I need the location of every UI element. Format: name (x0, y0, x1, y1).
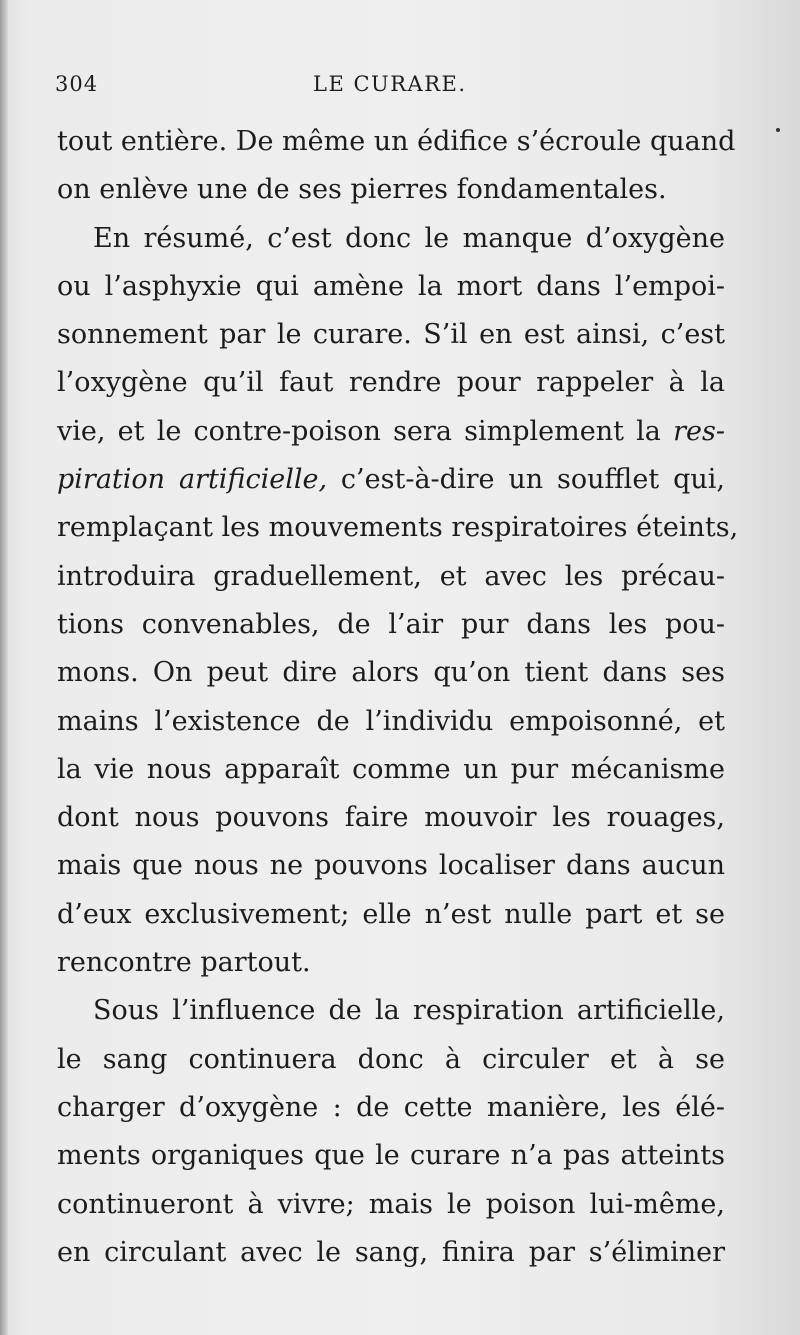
text-line: tions convenables, de l’air pur dans les pou- (57, 608, 725, 640)
text-line: mais que nous ne pouvons localiser dans aucun (57, 850, 725, 882)
text-line: charger d’oxygène : de cette manière, les élé- (57, 1091, 725, 1123)
italic-text-segment: res- (673, 415, 725, 447)
text-line: l’oxygène qu’il faut rendre pour rappeler à la (57, 367, 725, 399)
text-line: le sang continuera donc à circuler et à se (57, 1043, 725, 1075)
page-edge-shadow (0, 0, 8, 1335)
text-line: rencontre partout. (57, 947, 311, 979)
running-head (55, 72, 720, 108)
text-line (57, 456, 725, 504)
text-line: ments organiques que le curare n’a pas atteints (57, 1140, 725, 1172)
body-text (57, 118, 739, 1277)
text-line: d’eux exclusivement; elle n’est nulle part et se (57, 898, 725, 930)
text-line: la vie nous apparaît comme un pur mécanisme (57, 753, 725, 785)
text-segment: c’est-à-dire un soufflet qui, (327, 464, 726, 496)
text-line: introduira graduellement, et avec les précau- (57, 560, 725, 592)
text-line: continueront à vivre; mais le poison lui-même, (57, 1188, 725, 1220)
paragraph-first-line: Sous l’influence de la respiration artificielle, (93, 995, 725, 1027)
paragraph-first-line: En résumé, c’est donc le manque d’oxygène (93, 222, 725, 254)
text-line: dont nous pouvons faire mouvoir les rouages, (57, 802, 725, 834)
text-line (57, 408, 725, 456)
text-line: remplaçant les mouvements respiratoires éteints, (57, 512, 739, 544)
text-line: on enlève une de ses pierres fondamentales. (57, 174, 667, 206)
italic-text-segment: piration artificielle, (57, 464, 328, 496)
page-number: 304 (55, 72, 99, 96)
text-segment: vie, et le contre-poison sera simplement la (57, 415, 674, 447)
paper-speck (776, 128, 780, 132)
running-title: LE CURARE. (313, 72, 467, 96)
text-line: ou l’asphyxie qui amène la mort dans l’empoi- (57, 270, 725, 302)
text-line: sonnement par le curare. S’il en est ainsi, c’est (57, 319, 725, 351)
text-line: en circulant avec le sang, finira par s’éliminer (57, 1236, 725, 1268)
text-line: mains l’existence de l’individu empoisonné, et (57, 705, 725, 737)
text-line: tout entière. De même un édifice s’écroule quand (57, 126, 736, 157)
text-line: mons. On peut dire alors qu’on tient dans ses (57, 657, 725, 689)
